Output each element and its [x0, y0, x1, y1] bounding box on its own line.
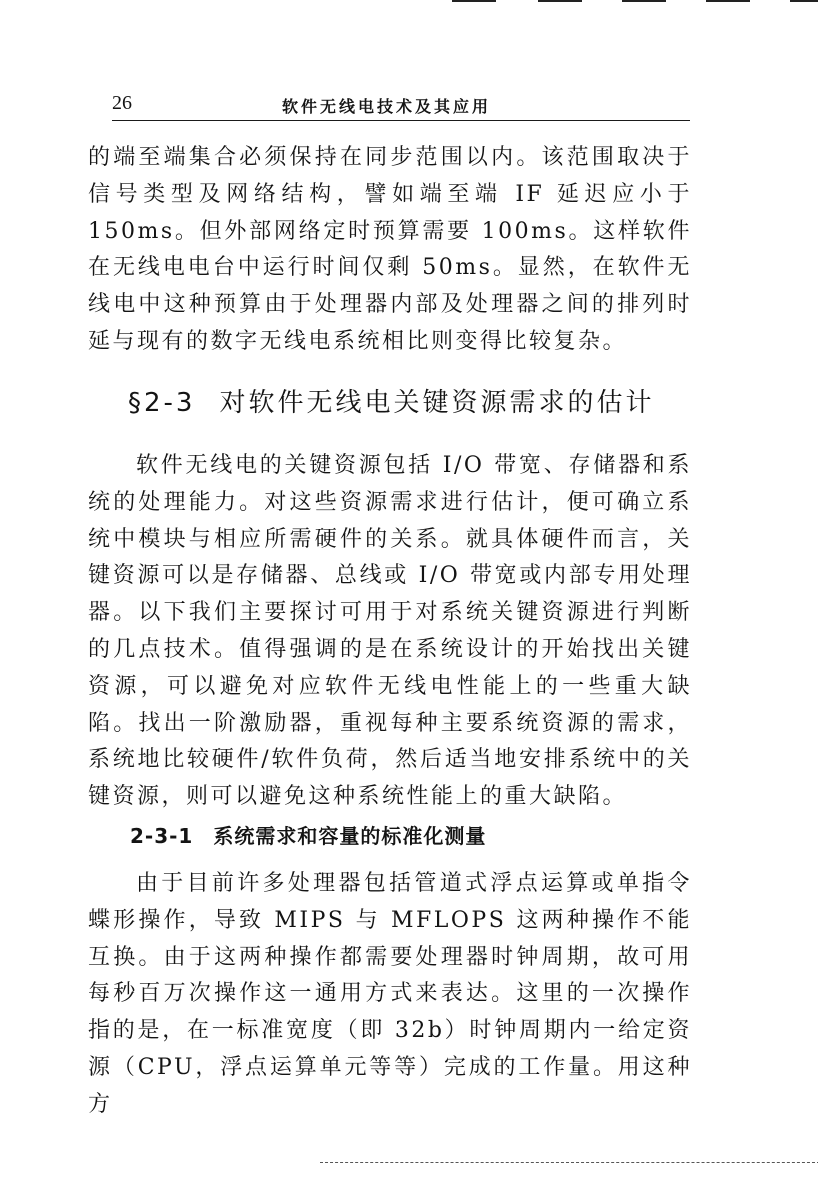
section-number: §2-3	[128, 388, 196, 418]
scan-artifact-line	[538, 0, 582, 2]
page-header	[112, 90, 690, 121]
scan-artifact-line	[790, 0, 818, 2]
subsection-heading	[130, 820, 486, 849]
scan-artifact-line	[706, 0, 750, 2]
section-heading	[128, 382, 654, 419]
paragraph-section-intro: 软件无线电的关键资源包括 I/O 带宽、存储器和系统的处理能力。对这些资源需求进行估计，便可确立系统中模块与相应所需硬件的关系。就具体硬件而言，关键资源可以是存储器、总线或 I/O 带宽或内部专用处理器。以下我们主要探讨可用于对系统关键资源进行判断的几点技术。值得强调的是在系统设计的开始找出关键资源，可以避免对应软件无线电性能上的一些重大缺陷。找出一阶激励器，重视每种主要系统资源的需求，系统地比较硬件/软件负荷，然后适当地安排系统中的关键资源，则可以避免这种系统性能上的重大缺陷。	[88, 453, 692, 810]
paragraph-subsection-body: 由于目前许多处理器包括管道式浮点运算或单指令蝶形操作，导致 MIPS 与 MFLOPS 这两种操作不能互换。由于这两种操作都需要处理器时钟周期，故可用每秒百万次操作这一通用方式来表达。这里的一次操作指的是，在一标准宽度（即 32b）时钟周期内一给定资源（CPU，浮点运算单元等等）完成的工作量。用这种方	[88, 871, 692, 1117]
scan-artifact-line	[452, 0, 496, 2]
page-number: 26	[112, 92, 132, 114]
paragraph-continuation: 的端至端集合必须保持在同步范围以内。该范围取决于信号类型及网络结构，譬如端至端 IF 延迟应小于150ms。但外部网络定时预算需要 100ms。这样软件在无线电电台中运行时间仅剩 50ms。显然，在软件无线电中这种预算由于处理器内部及处理器之间的排列时延与现有的数字无线电系统相比则变得比较复杂。	[88, 145, 692, 354]
scan-artifact-line	[622, 0, 666, 2]
running-title: 软件无线电技术及其应用	[282, 97, 492, 116]
footer-rule	[320, 1162, 818, 1163]
section-title: 对软件无线电关键资源需求的估计	[219, 388, 655, 418]
subsection-title: 系统需求和容量的标准化测量	[213, 824, 487, 848]
subsection-number: 2-3-1	[130, 824, 194, 848]
